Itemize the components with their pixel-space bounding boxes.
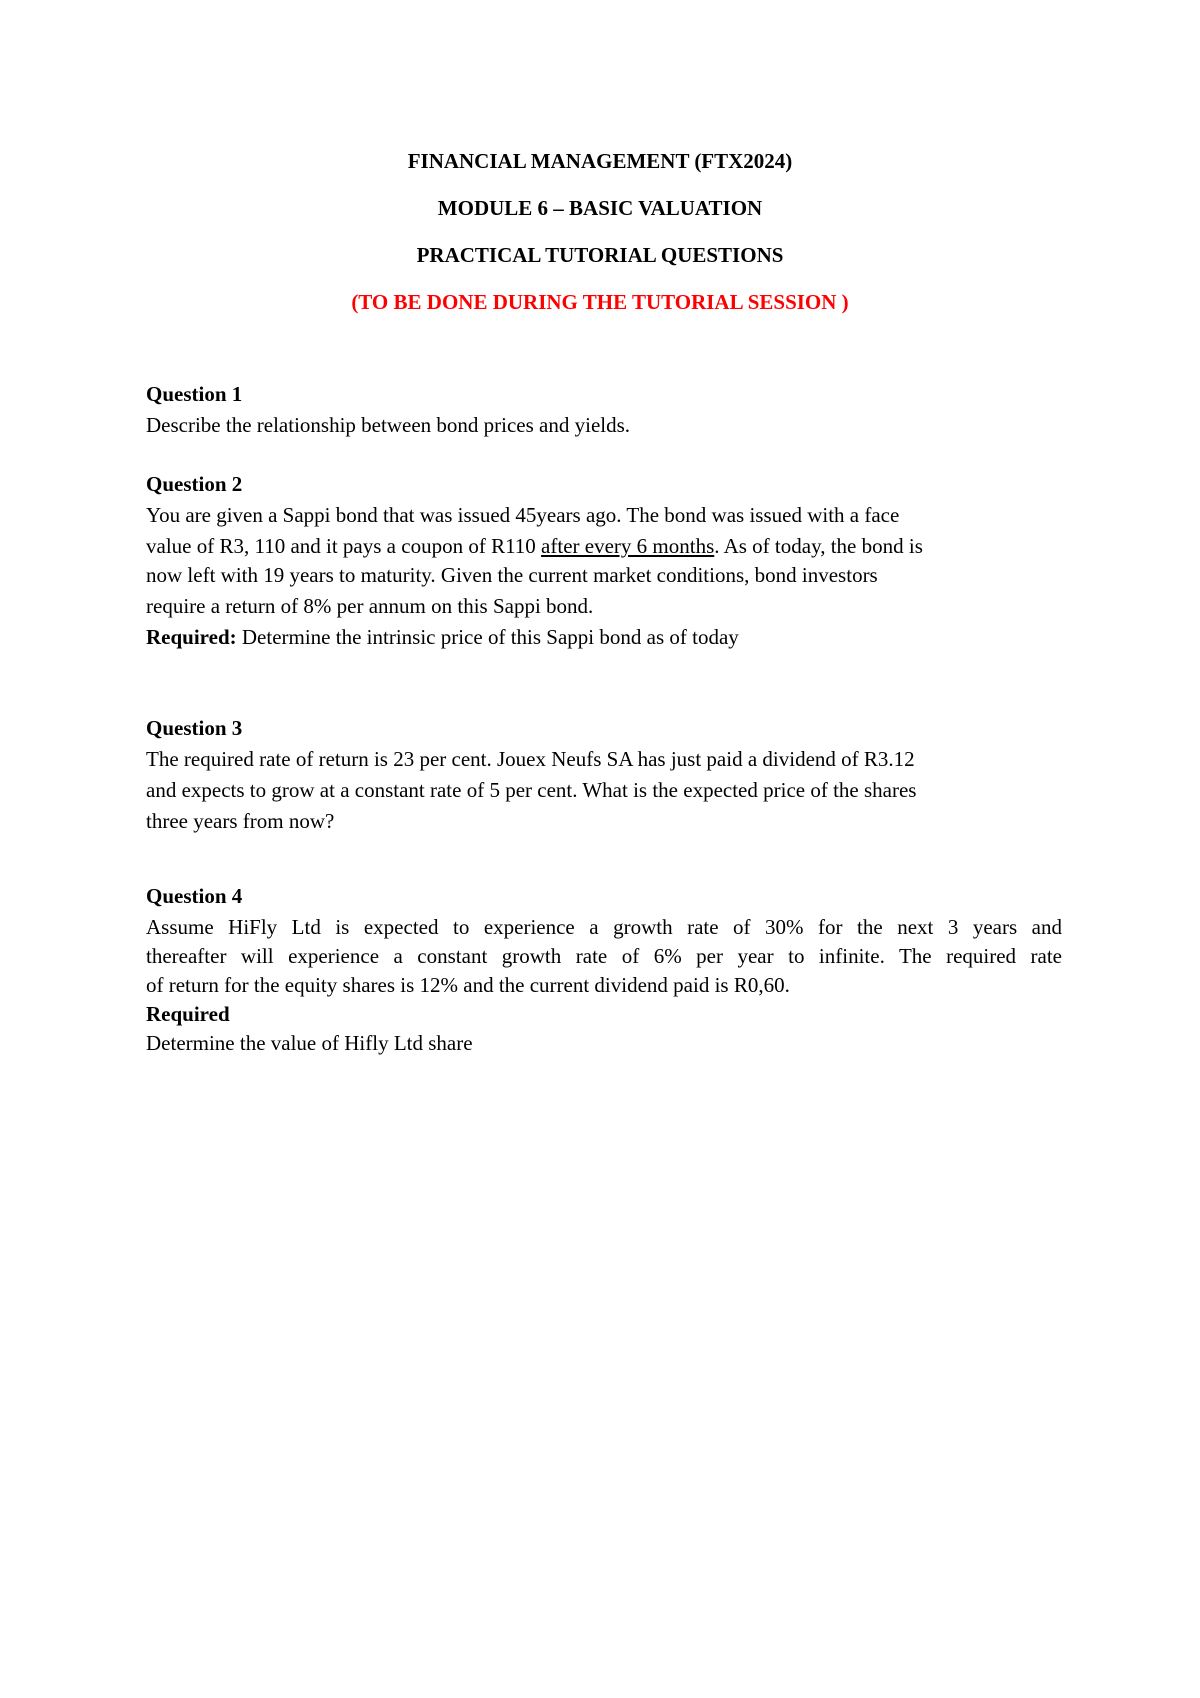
- module-title: MODULE 6 – BASIC VALUATION: [437, 196, 763, 220]
- course-title: FINANCIAL MANAGEMENT (FTX2024): [407, 149, 793, 173]
- question-3-line-2: and expects to grow at a constant rate of 5 per cent. What is the expected price of the shares: [146, 778, 917, 802]
- question-2-line-3: now left with 19 years to maturity. Given the current market conditions, bond investors: [146, 563, 878, 587]
- question-4-line-1: Assume HiFly Ltd is expected to experience a growth rate of 30% for the next 3 years and: [146, 915, 1062, 939]
- question-4-title: Question 4: [146, 884, 243, 908]
- question-4-required-label: Required: [146, 1002, 230, 1026]
- question-4-line-2: thereafter will experience a constant growth rate of 6% per year to infinite. The required rate: [146, 944, 1062, 968]
- question-2-required-text: Determine the intrinsic price of this Sappi bond as of today: [236, 625, 739, 649]
- question-4-line-3: of return for the equity shares is 12% and the current dividend paid is R0,60.: [146, 973, 790, 997]
- question-3-line-3: three years from now?: [146, 809, 335, 833]
- question-1-title: Question 1: [146, 382, 243, 406]
- question-2-underlined-phrase: after every 6 months: [541, 534, 715, 558]
- question-4-required-text: Determine the value of Hifly Ltd share: [146, 1031, 473, 1055]
- question-1-text: Describe the relationship between bond prices and yields.: [146, 413, 631, 437]
- question-2-line-2-start: value of R3, 110 and it pays a coupon of R110: [146, 534, 542, 558]
- session-note: (TO BE DONE DURING THE TUTORIAL SESSION ): [351, 290, 849, 314]
- question-3-title: Question 3: [146, 716, 243, 740]
- tutorial-subtitle: PRACTICAL TUTORIAL QUESTIONS: [416, 243, 784, 267]
- question-2-line-1: You are given a Sappi bond that was issued 45years ago. The bond was issued with a face: [146, 503, 900, 527]
- question-2-line-4: require a return of 8% per annum on this Sappi bond.: [146, 594, 594, 618]
- question-2-line-2-end: . As of today, the bond is: [714, 534, 923, 558]
- question-2-required: [146, 624, 739, 650]
- question-3-line-1: The required rate of return is 23 per cent. Jouex Neufs SA has just paid a dividend of R3.12: [146, 747, 915, 771]
- question-2-title: Question 2: [146, 472, 243, 496]
- question-2-required-label: Required:: [146, 625, 237, 649]
- question-2-line-2: [146, 533, 923, 559]
